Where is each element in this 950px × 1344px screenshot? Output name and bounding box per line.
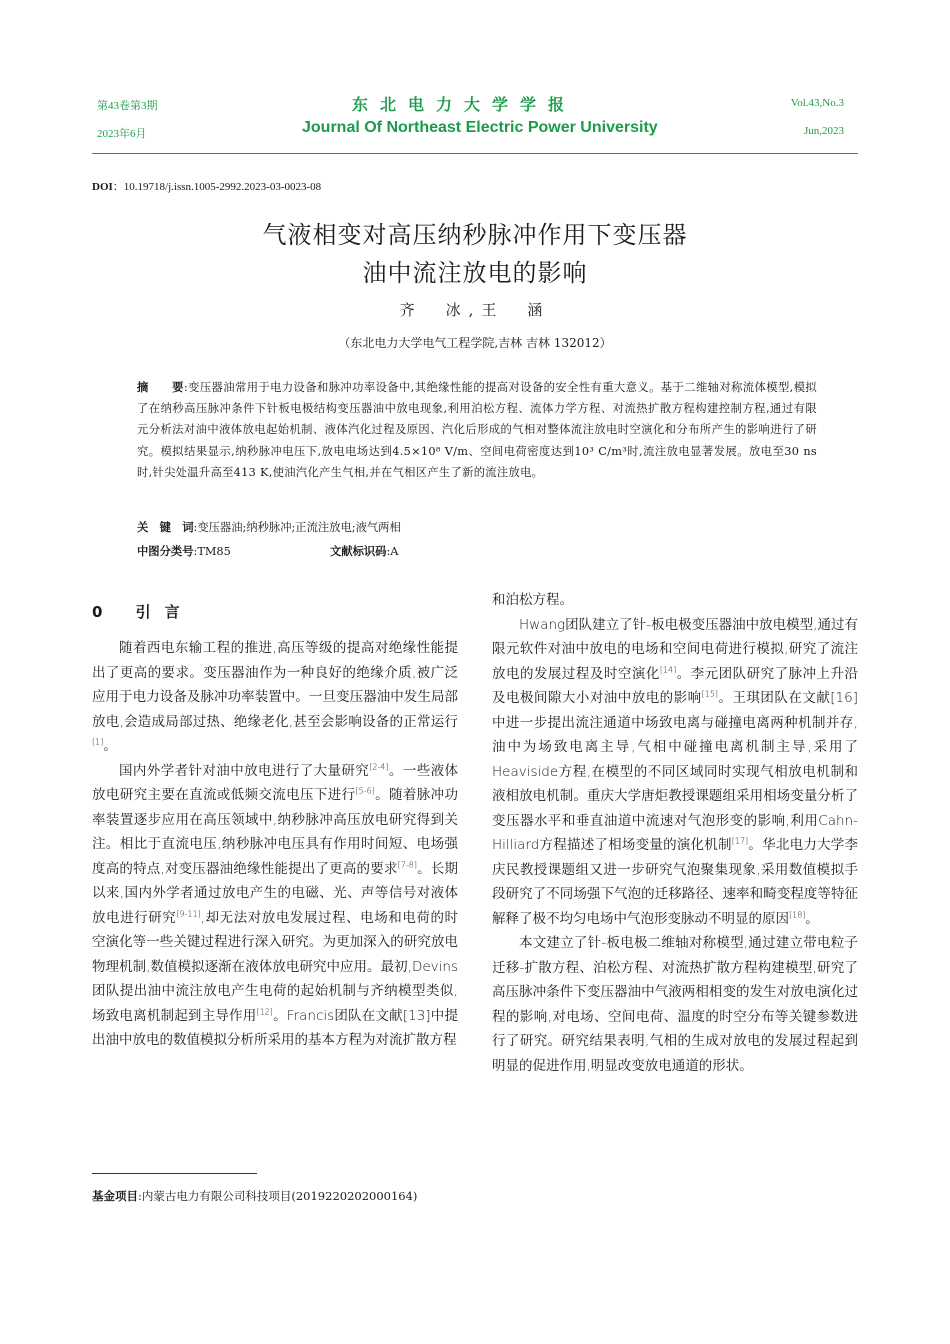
doc-code-label: 文献标识码 xyxy=(329,545,387,558)
funding-text: 内蒙古电力有限公司科技项目(2019220202000164) xyxy=(141,1189,418,1203)
left-column xyxy=(92,636,458,1053)
citation: [12] xyxy=(256,1007,273,1016)
paragraph-text: 。华北电力大学李庆民教授课题组又进一步研究气泡聚集现象,采用数值模拟手段研究了不同场强下气泡的迁移路径、速率和畸变程度等特征解释了极不均匀电场中气泡形变脉动不明显的原因 xyxy=(492,837,859,927)
citation: [5-6] xyxy=(355,786,375,796)
abstract-label: 摘 要 xyxy=(137,381,184,394)
journal-title-en: Journal Of Northeast Electric Power University xyxy=(302,119,658,136)
paragraph-text: 。王琪团队在文献[16]中进一步提出流注通道中场致电离与碰撞电离两种机制并存,油中为场致电离主导,气相中碰撞电离机制主导,采用了Heaviside方程,在模型的不同区域同时实现气相放电机制和液相放电机制。重庆大学唐炬教授课题组采用相场变量分析了变压器水平和垂直油道中流速对气泡形变的影响,利用Cahn-Hilliard方程描述了相场变量的演化机制 xyxy=(492,690,859,853)
footnote-rule xyxy=(92,1173,257,1174)
paragraph-text: 。 xyxy=(805,910,819,927)
citation: [18] xyxy=(789,910,806,919)
journal-title-cn: 东北电力大学学报 xyxy=(352,95,577,114)
citation: [15] xyxy=(701,689,719,699)
doi-line: DOI：10.19718/j.issn.1005-2992.2023-03-0023-08 xyxy=(92,181,322,193)
keywords: 关 键 词:变压器油;纳秒脉冲;正流注放电;液气两相 xyxy=(137,521,401,534)
citation: [17] xyxy=(731,836,749,846)
paragraph-text: 。一些液体放电研究主要在直流或低频交流电压下进行 xyxy=(92,762,459,803)
paragraph xyxy=(492,931,858,1078)
issue-label: 第43卷第3期 xyxy=(97,100,158,112)
classification-row: 中图分类号:TM85 文献标识码:A xyxy=(137,545,399,558)
clc-value: TM85 xyxy=(197,545,231,558)
paragraph-text: 。长期以来,国内外学者通过放电产生的电磁、光、声等信号对液体放电进行研究 xyxy=(92,860,459,926)
right-column xyxy=(492,588,858,1078)
affiliation: （东北电力大学电气工程学院,吉林 吉林 132012） xyxy=(338,336,612,350)
keywords-label: 关 键 词 xyxy=(137,521,194,534)
citation: [2-4] xyxy=(369,762,389,771)
paragraph-text: 。Francis团队在文献[13]中提出油中放电的数值模拟分析所采用的基本方程为对流扩散方程 xyxy=(92,1007,458,1048)
doi-value: 10.19718/j.issn.1005-2992.2023-03-0023-08 xyxy=(123,181,322,193)
abstract: 摘 要:变压器油常用于电力设备和脉冲功率设备中,其绝缘性能的提高对设备的安全性有重大意义。基于二维轴对称流体模型,模拟了在纳秒高压脉冲条件下针板电极结构变压器油中放电现象,利用泊松方程、流体力学方程、对流热扩散方程构建控制方程,通过有限元分析法对油中液体放电起始机制、液体汽化过程及原因、汽化后形成的气相对整体流注放电时空演化和分布所产生的影响进行了研究。模拟结果显示,纳秒脉冲电压下,放电电场达到4.5×10⁸ V/m、空间电荷密度达到10³ C/m³时,流注放电显著发展。放电至30 ns时,针尖处温升高至413 K,使油汽化产生气相,并在气相区产生了新的流注放电。 xyxy=(137,381,818,479)
paragraph-text: Hwang团队建立了针-板电极变压器油中放电模型,通过有限元软件对油中放电的电场和空间电荷进行模拟,研究了流注放电的发展过程及时空演化 xyxy=(492,616,858,682)
abstract-text: 变压器油常用于电力设备和脉冲功率设备中,其绝缘性能的提高对设备的安全性有重大意义。基于二维轴对称流体模型,模拟了在纳秒高压脉冲条件下针板电极结构变压器油中放电现象,利用泊松方程、流体力学方程、对流热扩散方程构建控制方程,通过有限元分析法对油中液体放电起始机制、液体汽化过程及原因、汽化后形成的气相对整体流注放电时空演化和分布所产生的影响进行了研究。模拟结果显示,纳秒脉冲电压下,放电电场达到4.5×10⁸ V/m、空间电荷密度达到10³ C/m³时,流注放电显著发展。放电至30 ns时,针尖处温升高至413 K,使油汽化产生气相,并在气相区产生了新的流注放电。 xyxy=(137,381,818,479)
paper-title-line2: 油中流注放电的影响 xyxy=(362,259,588,287)
clc-label: 中图分类号 xyxy=(137,545,194,558)
section-heading xyxy=(92,601,194,622)
volume-label: Vol.43,No.3 xyxy=(790,97,844,109)
paper-title-line1: 气液相变对高压纳秒脉冲作用下变压器 xyxy=(262,221,688,249)
paragraph xyxy=(492,588,858,613)
paragraph-text: 国内外学者针对油中放电进行了大量研究 xyxy=(119,762,370,779)
section-title: 引言 xyxy=(135,603,194,621)
paragraph-text: 。随着脉冲功率装置逐步应用在高压领域中,纳秒脉冲高压放电研究得到关注。相比于直流电压,纳秒脉冲电压具有作用时间短、电场强度高的特点,对变压器油绝缘性能提出了更高的要求 xyxy=(92,787,459,877)
section-number: 0 xyxy=(92,603,117,621)
doi-label: DOI xyxy=(92,181,113,193)
keywords-text: 变压器油;纳秒脉冲;正流注放电;液气两相 xyxy=(197,521,401,534)
paragraph-text: ,却无法对放电发展过程、电场和电荷的时空演化等一些关键过程进行深入研究。为更加深入的研究放电物理机制,数值模拟逐渐在液体放电研究中应用。最初,Devins团队提出油中流注放电产生电荷的起始机制与齐纳模型类似,场致电离机制起到主导作用 xyxy=(92,909,458,1024)
date-label: 2023年6月 xyxy=(97,128,147,140)
citation: [7-8] xyxy=(397,860,417,869)
funding-note: 基金项目:内蒙古电力有限公司科技项目(2019220202000164) xyxy=(92,1189,418,1203)
date-label-en: Jun,2023 xyxy=(803,125,844,137)
paragraph-text: 和泊松方程。 xyxy=(492,592,573,608)
paragraph xyxy=(492,613,858,932)
paragraph-text: 随着西电东输工程的推进,高压等级的提高对绝缘性能提出了更高的要求。变压器油作为一种良好的绝缘介质,被广泛应用于电力设备及脉冲功率装置中。一旦变压器油中发生局部放电,会造成局部过热、绝缘老化,甚至会影响设备的正常运行 xyxy=(92,640,458,730)
citation: [14] xyxy=(659,665,677,674)
paragraph xyxy=(92,759,458,1053)
paragraph: 随着西电东输工程的推进,高压等级的提高对绝缘性能提出了更高的要求。变压器油作为一种良好的绝缘介质,被广泛应用于电力设备及脉冲功率装置中。一旦变压器油中发生局部放电,会造成局部过热、绝缘老化,甚至会影响设备的正常运行[1]。 xyxy=(92,640,458,754)
paragraph-text: 本文建立了针-板电极二维轴对称模型,通过建立带电粒子迁移-扩散方程、泊松方程、对流热扩散方程构建模型,研究了高压脉冲条件下变压器油中气液两相相变的发生对放电演化过程的影响,对电场、空间电荷、温度的时空分布等关键参数进行了研究。研究结果表明,气相的生成对放电的发展过程起到明显的促进作用,明显改变放电通道的形状。 xyxy=(492,935,858,1074)
paragraph-text: 。李元团队研究了脉冲上升沿及电极间隙大小对油中放电的影响 xyxy=(492,665,859,706)
citation: [9-11] xyxy=(176,909,201,918)
funding-label: 基金项目 xyxy=(92,1189,138,1203)
doc-code-value: A xyxy=(390,545,399,558)
citation: [1] xyxy=(92,737,104,747)
authors: 齐 冰,王 涵 xyxy=(399,301,551,319)
header-rule xyxy=(92,153,858,154)
